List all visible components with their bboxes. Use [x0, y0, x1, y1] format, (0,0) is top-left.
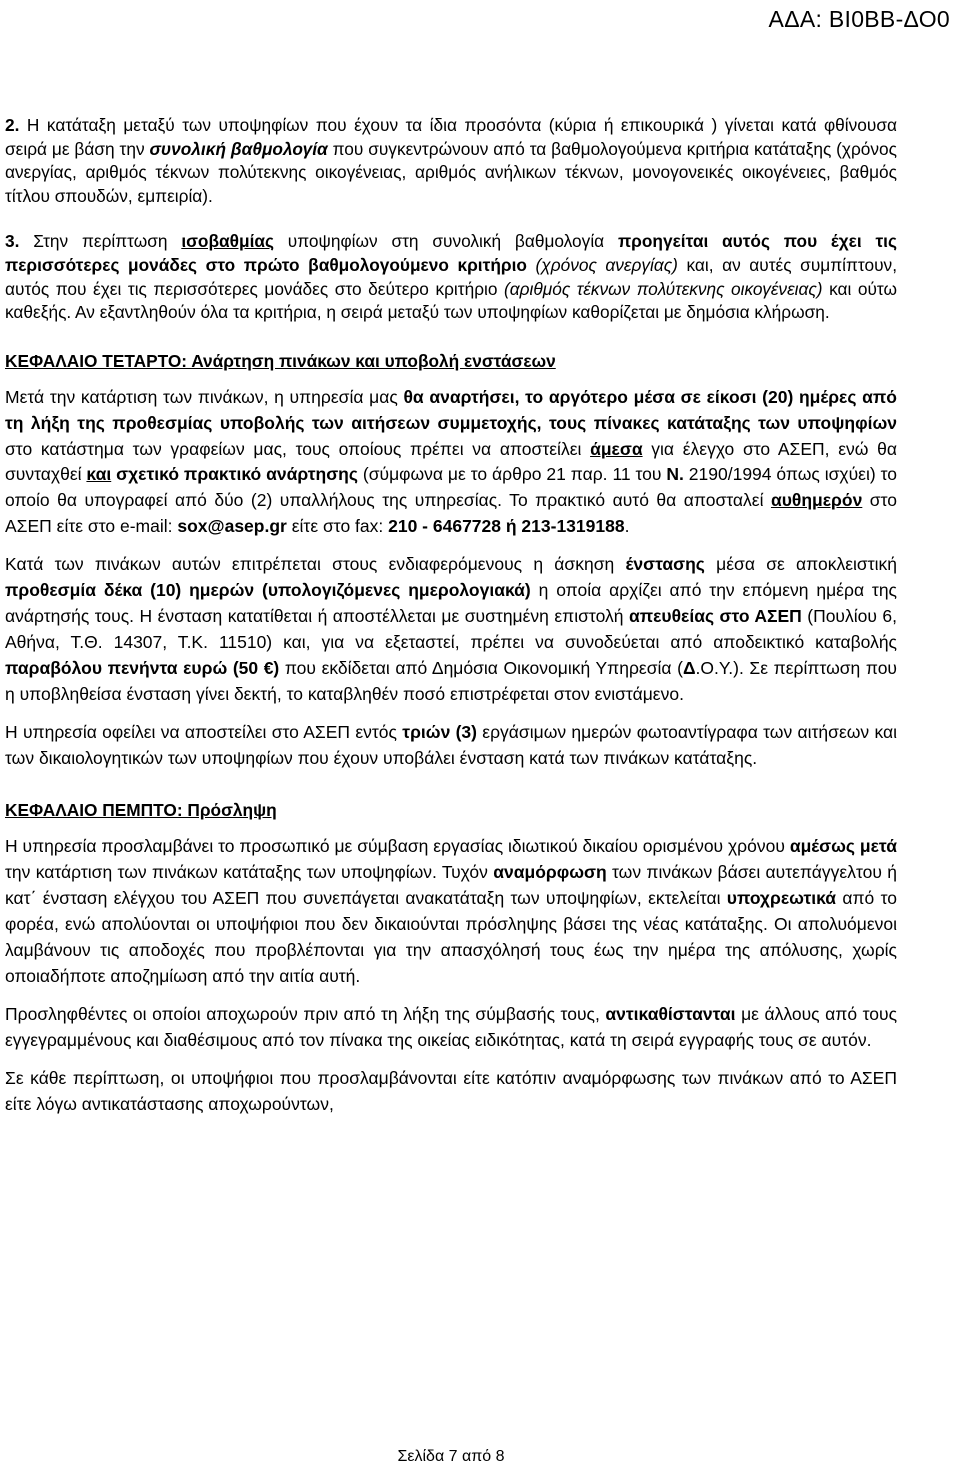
page-number: Σελίδα 7 από 8 — [397, 1448, 505, 1465]
text: που συγκεντρώνουν από τα βαθμολογούμενα κριτήρια κατάταξης (χρόνος ανεργίας, αριθμός τέκνων πολύτεκνης οικογένειας, αριθμός ανήλικων τέκνων, μονογονεικές οικογένειες, βαθμός τίτλου σπουδών, εμπειρία). — [5, 138, 897, 206]
bold-text: αναμόρφωση — [493, 862, 607, 883]
text: με άλλους από τους εγγεγραμμένους και διαθέσιμους από τον πίνακα της οικείας ειδικότητας, κατά τη σειρά εγγραφής τους σε αυτόν. — [5, 1003, 898, 1050]
chapter-5-heading: ΚΕΦΑΛΑΙΟ ΠΕΜΠΤΟ: Πρόσληψη — [5, 800, 277, 821]
text: στο κατάστημα των γραφείων μας, τους οποίους πρέπει να αποστείλει — [5, 438, 591, 459]
text: στο ΑΣΕΠ είτε στο e-mail: — [5, 490, 897, 537]
bold-text: τριών (3) — [402, 721, 477, 742]
chapter-5-paragraph-2 — [5, 1002, 897, 1054]
text: 2190/1994 όπως ισχύει) το οποίο θα υπογραφεί από δύο (2) υπαλλήλους της υπηρεσίας. Το πρακτικό αυτό θα αποσταλεί — [5, 464, 897, 511]
text: που εκδίδεται από Δημόσια Οικονομική Υπηρεσία ( — [279, 657, 683, 678]
bold-underlined-text: αυθημερόν — [770, 490, 863, 511]
text: Σε κάθε περίπτωση, οι υποψήφιοι που προσλαμβάνονται είτε κατόπιν αναμόρφωσης των πινάκων από το ΑΣΕΠ είτε λόγω αντικατάστασης αποχωρούντων, — [5, 1067, 897, 1114]
fax-number: 210 - 6467728 ή 213-1319188 — [388, 516, 625, 537]
bold-text: παραβόλου πενήντα ευρώ (50 €) — [5, 657, 280, 678]
text: για έλεγχο στο ΑΣΕΠ, ενώ θα συνταχθεί — [5, 438, 897, 485]
bold-text: Ν. — [666, 464, 684, 485]
text: και, αν αυτές συμπίπτουν, αυτός που έχει τις περισσότερες μονάδες στο δεύτερο κριτήριο — [5, 254, 897, 299]
bold-text: προθεσμία δέκα (10) ημερών (υπολογιζόμενες ημερολογιακά) — [5, 580, 531, 601]
text: από το φορέα, ενώ απολύονται οι υποψήφιοι που δεν δικαιούνται πρόσληψης βάσει της νέας κατάταξης. Οι απολυόμενοι λαμβάνουν τις αποδοχές που προβλέπονται για την απασχόλησή τους έως την ημέρα της απόλυσης, χωρίς οποιαδήποτε αποζημίωση από την αιτία αυτή. — [5, 888, 898, 986]
chapter-4-paragraph-1 — [5, 385, 897, 540]
item-number: 2. — [5, 115, 20, 135]
text: Προσληφθέντες οι οποίοι αποχωρούν πριν από τη λήξη της σύμβασής τους, — [5, 1003, 606, 1024]
text: Στην περίπτωση — [19, 231, 182, 252]
item-number: 3. — [5, 231, 20, 252]
text: Η υπηρεσία προσλαμβάνει το προσωπικό με σύμβαση εργασίας ιδιωτικού δικαίου ορισμένου χρόνου — [5, 836, 790, 857]
email-address: sox@asep.gr — [177, 516, 287, 537]
text: είτε στο fax: — [286, 516, 389, 537]
text: και ούτω καθεξής. Αν εξαντληθούν όλα τα κριτήρια, η σειρά μεταξύ των υποψηφίων καθορίζεται με δημόσια κλήρωση. — [5, 278, 898, 323]
ada-code: ΑΔΑ: ΒΙ0ΒΒ-ΔΟ0 — [768, 6, 950, 32]
chapter-5-paragraph-1 — [5, 834, 897, 989]
bold-text: αντικαθίστανται — [605, 1003, 736, 1024]
bold-text: απευθείας στο ΑΣΕΠ — [628, 606, 802, 626]
text: την κατάρτιση των πινάκων κατάταξης των υποψηφίων. Τυχόν — [5, 862, 494, 883]
chapter-4-heading: ΚΕΦΑΛΑΙΟ ΤΕΤΑΡΤΟ: Ανάρτηση πινάκων και υποβολή ενστάσεων — [5, 350, 556, 371]
text: (σύμφωνα με το άρθρο 21 παρ. 11 του — [357, 464, 667, 485]
text: Η κατάταξη μεταξύ των υποψηφίων που έχουν τα ίδια προσόντα (κύρια ή επικουρικά ) γίνεται κατά φθίνουσα σειρά με βάση την — [5, 115, 897, 159]
bold-text: υποχρεωτικά — [726, 888, 837, 909]
text: μέσα σε αποκλειστική — [704, 554, 897, 575]
bold-text: αμέσως μετά — [789, 836, 897, 857]
item-3 — [5, 230, 897, 324]
bold-text: θα αναρτήσει, το αργότερο μέσα σε είκοσι (20) ημέρες από τη λήξη της προθεσμίας υποβολής των αιτήσεων συμμετοχής, τους πίνακες κατάταξης των υποψηφίων — [5, 386, 897, 433]
chapter-4-paragraph-3 — [5, 720, 897, 772]
text: η οποία αρχίζει από την επόμενη ημέρα της ανάρτησής τους. Η ένσταση κατατίθεται ή αποστέλλεται με συστημένη επιστολή — [5, 580, 897, 626]
text: . — [624, 516, 630, 537]
item-2 — [5, 114, 897, 208]
text: υποψηφίων στη συνολική βαθμολογία — [274, 231, 618, 252]
italic-text: (αριθμός τέκνων πολύτεκνης οικογένειας) — [504, 278, 823, 299]
document-body — [5, 114, 897, 1118]
bold-text: σχετικό πρακτικό ανάρτησης — [116, 464, 358, 485]
bold-italic-text: συνολική βαθμολογία — [149, 138, 328, 159]
text: εργάσιμων ημερών φωτοαντίγραφα των αιτήσεων και των δικαιολογητικών των υποψηφίων που έχουν υποβάλει ένσταση κατά των πινάκων κατάταξης. — [5, 721, 898, 768]
chapter-4-paragraph-2 — [5, 552, 897, 707]
text: .Ο.Υ.). Σε περίπτωση που η υποβληθείσα ένσταση γίνει δεκτή, το καταβληθέν ποσό επιστρέφεται στον ενιστάμενο. — [5, 657, 897, 704]
bold-text: ένστασης — [625, 554, 705, 575]
text: των πινάκων βάσει αυτεπάγγελτου ή κατ΄ ένσταση ελέγχου του ΑΣΕΠ που συνεπάγεται ανακατάταξη των υποψηφίων, εκτελείται — [5, 862, 897, 909]
bold-text: προηγείται αυτός που έχει τις περισσότερες μονάδες στο πρώτο βαθμολογούμενο κριτήριο — [5, 231, 897, 275]
italic-text: (χρόνος ανεργίας) — [526, 254, 678, 275]
bold-text: Δ — [682, 657, 696, 678]
text: Μετά την κατάρτιση των πινάκων, η υπηρεσία μας — [5, 386, 404, 407]
chapter-5-paragraph-3 — [5, 1066, 897, 1118]
text: (Πουλίου 6, Αθήνα, Τ.Θ. 14307, Τ.Κ. 11510) και, για να εξεταστεί, πρέπει να συνοδεύεται από αποδεικτικό καταβολής — [5, 606, 897, 652]
text: Η υπηρεσία οφείλει να αποστείλει στο ΑΣΕΠ εντός — [5, 721, 403, 742]
bold-underlined-text: άμεσα — [590, 438, 643, 459]
text: Κατά των πινάκων αυτών επιτρέπεται στους ενδιαφερόμενους η άσκηση — [5, 554, 626, 575]
bold-underlined-text: και — [86, 464, 112, 485]
underlined-text: ισοβαθμίας — [181, 231, 274, 252]
